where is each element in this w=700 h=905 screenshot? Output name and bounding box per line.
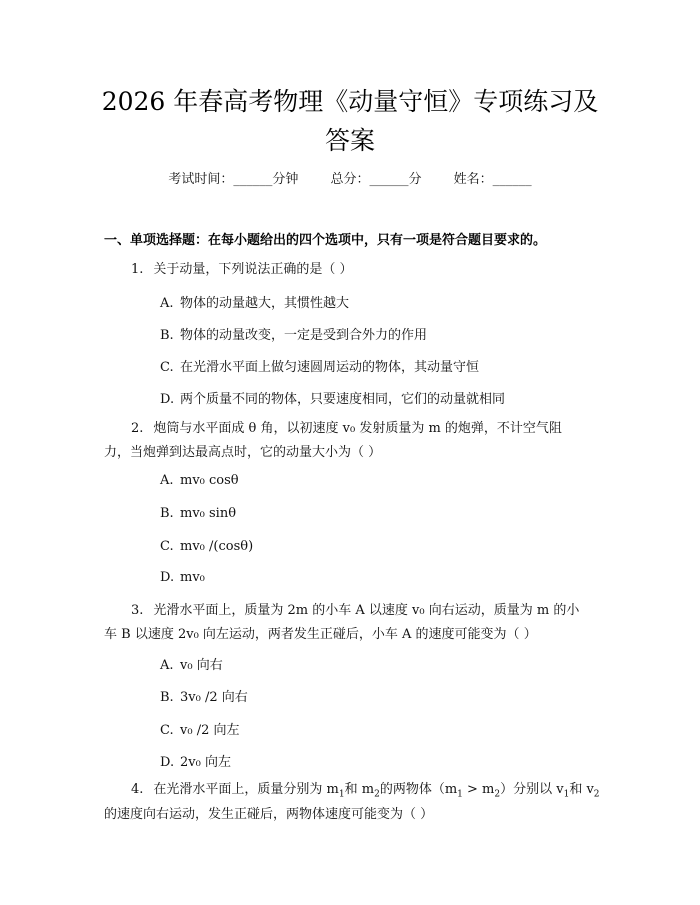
question-2-option-a xyxy=(160,473,239,488)
option-text: 在光滑水平面上做匀速圆周运动的物体，其动量守恒 xyxy=(180,360,480,375)
exam-time-field: 考试时间：______分钟 xyxy=(168,172,299,187)
option-letter: D. xyxy=(160,392,175,407)
question-text-b: 和 m xyxy=(344,782,375,797)
option-text: 两个质量不同的物体，只要速度相同，它们的动量就相同 xyxy=(180,392,506,407)
subscript: 1 xyxy=(457,789,463,800)
option-text: mv₀ xyxy=(180,570,205,585)
question-text-f: 和 v xyxy=(569,782,594,797)
question-number: 4. xyxy=(131,782,144,797)
question-text: 炮筒与水平面成 θ 角，以初速度 v₀ 发射质量为 m 的炮弹，不计空气阻 xyxy=(153,421,562,436)
option-letter: C. xyxy=(160,539,174,554)
question-2-stem-line-2: 力，当炮弹到达最高点时，它的动量大小为（ ） xyxy=(104,445,382,460)
option-text: 物体的动量改变，一定是受到合外力的作用 xyxy=(180,328,428,343)
subscript: 1 xyxy=(338,789,345,800)
question-3-stem-line-2: 车 B 以速度 2v₀ 向左运动，两者发生正碰后，小车 A 的速度可能变为（ ） xyxy=(104,627,537,642)
option-letter: A. xyxy=(160,473,174,488)
question-text-c: 的两物体（m xyxy=(379,782,458,797)
subscript: 2 xyxy=(374,789,380,800)
option-text: mv₀ sinθ xyxy=(180,506,237,521)
question-1-option-d xyxy=(160,388,505,407)
option-text: mv₀ cosθ xyxy=(180,473,239,488)
question-3-option-a xyxy=(160,654,223,673)
option-text: mv₀ /(cosθ) xyxy=(180,539,254,554)
option-letter: D. xyxy=(160,755,175,770)
question-number: 1. xyxy=(131,262,144,277)
question-4-stem-line-2: 的速度向右运动，发生正碰后，两物体速度可能变为（ ） xyxy=(104,807,434,822)
question-1-option-b xyxy=(160,324,427,343)
option-letter: A. xyxy=(160,296,174,311)
question-2-option-d xyxy=(160,570,205,585)
question-text: 光滑水平面上，质量为 2m 的小车 A 以速度 v₀ 向右运动，质量为 m 的小 xyxy=(153,603,580,618)
page-title xyxy=(60,82,640,160)
question-text: 关于动量，下列说法正确的是（ ） xyxy=(153,262,353,277)
question-text-e: ）分别以 v xyxy=(500,782,564,797)
option-letter: B. xyxy=(160,506,174,521)
question-3-option-c xyxy=(160,719,239,738)
question-2-stem-line-1 xyxy=(131,417,562,441)
option-letter: C. xyxy=(160,360,174,375)
option-text: 3v₀ /2 向右 xyxy=(180,690,248,705)
question-2-option-c xyxy=(160,539,253,554)
option-letter: D. xyxy=(160,570,175,585)
question-1-stem xyxy=(131,258,353,282)
section-heading: 一、单项选择题：在每小题给出的四个选项中，只有一项是符合题目要求的。 xyxy=(104,233,547,248)
question-number: 3. xyxy=(131,603,144,618)
option-text: v₀ /2 向左 xyxy=(180,723,240,738)
subscript: 2 xyxy=(593,789,600,800)
title-line-2: 答案 xyxy=(324,126,375,155)
option-text: 物体的动量越大，其惯性越大 xyxy=(180,296,350,311)
question-text-a: 在光滑水平面上，质量分别为 m xyxy=(153,782,339,797)
exam-meta xyxy=(0,168,700,187)
question-3-option-b xyxy=(160,686,248,705)
option-letter: C. xyxy=(160,723,174,738)
question-3-option-d xyxy=(160,751,231,770)
option-letter: B. xyxy=(160,690,174,705)
question-text-d: > m xyxy=(462,782,495,797)
title-line-1: 2026 年春高考物理《动量守恒》专项练习及 xyxy=(101,87,599,116)
option-letter: A. xyxy=(160,658,174,673)
option-text: v₀ 向右 xyxy=(180,658,223,673)
subscript: 2 xyxy=(494,789,501,800)
student-name-field: 姓名：______ xyxy=(453,172,532,187)
total-score-field: 总分：______分 xyxy=(330,172,422,187)
option-text: 2v₀ 向左 xyxy=(180,755,231,770)
subscript: 1 xyxy=(563,789,570,800)
question-1-option-c xyxy=(160,356,479,375)
question-3-stem-line-1 xyxy=(131,599,579,623)
question-2-option-b xyxy=(160,506,236,521)
option-letter: B. xyxy=(160,328,174,343)
question-1-option-a xyxy=(160,292,349,311)
question-number: 2. xyxy=(131,421,144,436)
